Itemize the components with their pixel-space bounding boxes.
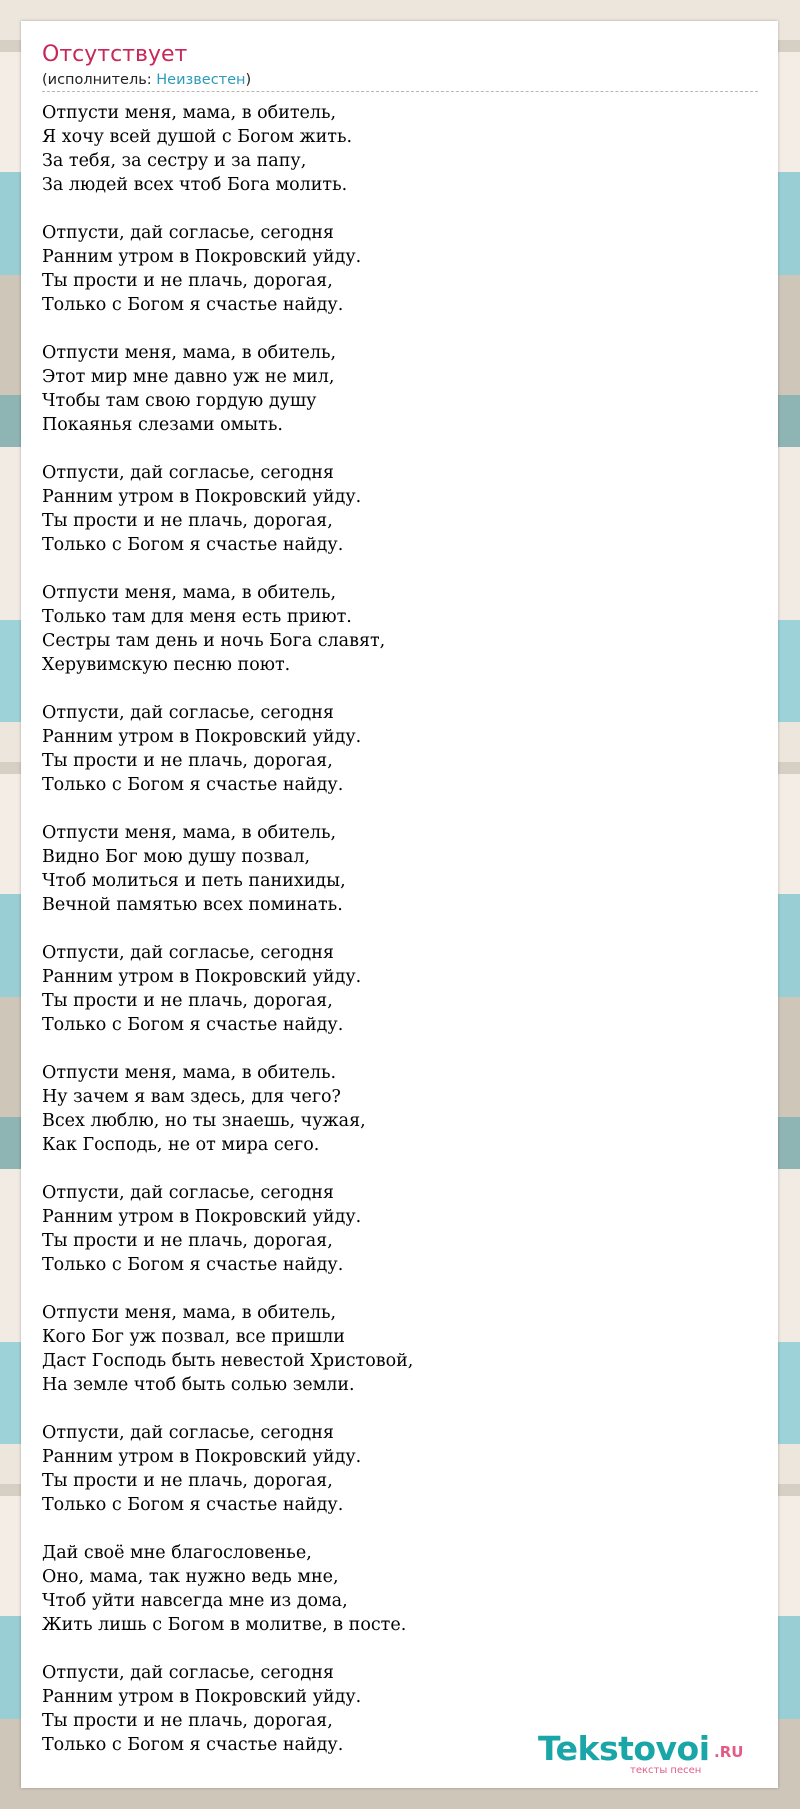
lyrics-line: Отпусти меня, мама, в обитель, xyxy=(42,823,337,843)
lyrics-line: Жить лишь с Богом в молитве, в посте. xyxy=(42,1615,407,1635)
lyrics-line: Ранним утром в Покровский уйду. xyxy=(42,247,362,267)
lyrics-line: Только с Богом я счастье найду. xyxy=(42,1735,344,1755)
lyrics-text xyxy=(42,101,758,1757)
lyrics-stanza xyxy=(42,701,758,797)
lyrics-line: Ранним утром в Покровский уйду. xyxy=(42,727,362,747)
lyrics-line: Вечной памятью всех поминать. xyxy=(42,895,343,915)
lyrics-line: Отпусти меня, мама, в обитель, xyxy=(42,343,337,363)
lyrics-card xyxy=(21,21,778,1788)
lyrics-line: Ну зачем я вам здесь, для чего? xyxy=(42,1087,341,1107)
lyrics-line: Только с Богом я счастье найду. xyxy=(42,1495,344,1515)
lyrics-stanza xyxy=(42,821,758,917)
lyrics-line: Чтоб молиться и петь панихиды, xyxy=(42,871,346,891)
lyrics-line: Чтобы там свою гордую душу xyxy=(42,391,317,411)
artist-prefix: (исполнитель: xyxy=(42,72,157,88)
lyrics-line: На земле чтоб быть солью земли. xyxy=(42,1375,355,1395)
lyrics-line: Ты прости и не плачь, дорогая, xyxy=(42,991,333,1011)
lyrics-line: Как Господь, не от мира сего. xyxy=(42,1135,320,1155)
lyrics-line: Ты прости и не плачь, дорогая, xyxy=(42,1471,333,1491)
lyrics-stanza xyxy=(42,461,758,557)
lyrics-line: Отпусти, дай согласье, сегодня xyxy=(42,1663,334,1683)
lyrics-line: Только с Богом я счастье найду. xyxy=(42,295,344,315)
lyrics-line: Отпусти меня, мама, в обитель, xyxy=(42,583,337,603)
artist-line xyxy=(42,71,758,92)
lyrics-stanza xyxy=(42,101,758,197)
lyrics-line: Отпусти, дай согласье, сегодня xyxy=(42,943,334,963)
lyrics-line: Этот мир мне давно уж не мил, xyxy=(42,367,335,387)
lyrics-line: Дай своё мне благословенье, xyxy=(42,1543,312,1563)
lyrics-line: За тебя, за сестру и за папу, xyxy=(42,151,307,171)
logo-tagline: тексты песен xyxy=(630,1765,702,1776)
lyrics-line: Только с Богом я счастье найду. xyxy=(42,535,344,555)
lyrics-line: Отпусти, дай согласье, сегодня xyxy=(42,223,334,243)
lyrics-line: Ранним утром в Покровский уйду. xyxy=(42,1687,362,1707)
lyrics-line: Всех люблю, но ты знаешь, чужая, xyxy=(42,1111,366,1131)
lyrics-stanza xyxy=(42,1061,758,1157)
lyrics-line: Только там для меня есть приют. xyxy=(42,607,352,627)
lyrics-line: Отпусти меня, мама, в обитель, xyxy=(42,1303,337,1323)
lyrics-line: Ты прости и не плачь, дорогая, xyxy=(42,271,333,291)
lyrics-line: Отпусти, дай согласье, сегодня xyxy=(42,1183,334,1203)
lyrics-line: Только с Богом я счастье найду. xyxy=(42,1015,344,1035)
lyrics-stanza xyxy=(42,221,758,317)
lyrics-stanza xyxy=(42,341,758,437)
lyrics-line: Отпусти, дай согласье, сегодня xyxy=(42,1423,334,1443)
lyrics-line: Оно, мама, так нужно ведь мне, xyxy=(42,1567,339,1587)
logo-domain: .RU xyxy=(714,1743,744,1761)
lyrics-line: Ты прости и не плачь, дорогая, xyxy=(42,751,333,771)
lyrics-stanza xyxy=(42,1181,758,1277)
lyrics-line: Видно Бог мою душу позвал, xyxy=(42,847,311,867)
lyrics-stanza xyxy=(42,1301,758,1397)
lyrics-line: Ты прости и не плачь, дорогая, xyxy=(42,511,333,531)
lyrics-line: Ранним утром в Покровский уйду. xyxy=(42,1447,362,1467)
lyrics-stanza xyxy=(42,1421,758,1517)
site-logo[interactable] xyxy=(538,1730,748,1778)
lyrics-line: Даст Господь быть невестой Христовой, xyxy=(42,1351,414,1371)
lyrics-line: Ты прости и не плачь, дорогая, xyxy=(42,1231,333,1251)
lyrics-line: Только с Богом я счастье найду. xyxy=(42,1255,344,1275)
artist-link[interactable]: Неизвестен xyxy=(156,72,246,88)
lyrics-line: Херувимскую песню поют. xyxy=(42,655,291,675)
lyrics-line: Ранним утром в Покровский уйду. xyxy=(42,967,362,987)
lyrics-stanza xyxy=(42,1541,758,1637)
lyrics-line: Отпусти меня, мама, в обитель, xyxy=(42,103,337,123)
lyrics-line: Отпусти, дай согласье, сегодня xyxy=(42,463,334,483)
lyrics-line: Покаянья слезами омыть. xyxy=(42,415,283,435)
lyrics-line: Ты прости и не плачь, дорогая, xyxy=(42,1711,333,1731)
lyrics-line: Я хочу всей душой с Богом жить. xyxy=(42,127,353,147)
lyrics-line: За людей всех чтоб Бога молить. xyxy=(42,175,348,195)
song-title: Отсутствует xyxy=(42,42,188,67)
lyrics-line: Ранним утром в Покровский уйду. xyxy=(42,487,362,507)
lyrics-line: Ранним утром в Покровский уйду. xyxy=(42,1207,362,1227)
lyrics-line: Сестры там день и ночь Бога славят, xyxy=(42,631,386,651)
artist-suffix: ) xyxy=(245,72,252,88)
lyrics-stanza xyxy=(42,581,758,677)
lyrics-line: Отпусти меня, мама, в обитель. xyxy=(42,1063,337,1083)
logo-wordmark: Tekstovoi xyxy=(538,1729,710,1768)
lyrics-line: Только с Богом я счастье найду. xyxy=(42,775,344,795)
lyrics-stanza xyxy=(42,941,758,1037)
lyrics-line: Чтоб уйти навсегда мне из дома, xyxy=(42,1591,348,1611)
lyrics-line: Кого Бог уж позвал, все пришли xyxy=(42,1327,345,1347)
lyrics-line: Отпусти, дай согласье, сегодня xyxy=(42,703,334,723)
